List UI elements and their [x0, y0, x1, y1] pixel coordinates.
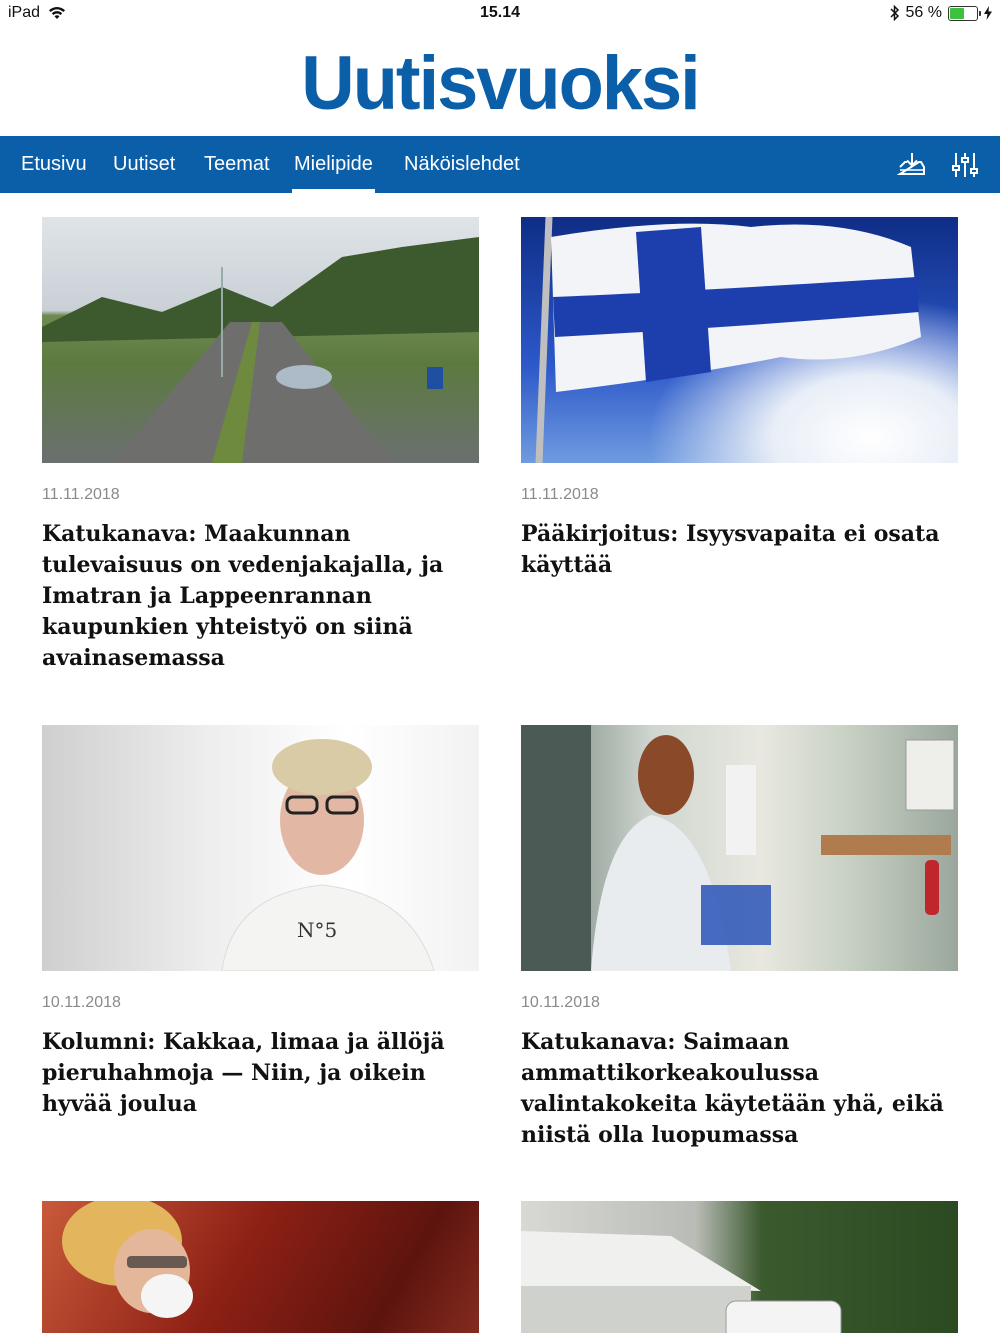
nav-item-teemat[interactable]: Teemat: [204, 153, 270, 175]
flag-illustration: [521, 217, 958, 463]
status-bar: [0, 0, 1000, 28]
article-date: 10.11.2018: [42, 994, 121, 1011]
hospital-nurse-photo[interactable]: [521, 725, 958, 971]
nav-item-mielipide[interactable]: Mielipide: [294, 136, 373, 193]
worker-illustration: [42, 1201, 479, 1333]
highway-illustration: [42, 217, 479, 463]
nav-item-etusivu[interactable]: Etusivu: [21, 153, 87, 175]
hospital-illustration: [521, 725, 958, 971]
download-tray-icon[interactable]: [897, 150, 927, 180]
battery-percent: 56 %: [905, 4, 942, 21]
article-date: 11.11.2018: [42, 486, 120, 503]
nav-item-nakoislehdet[interactable]: Näköislehdet: [404, 153, 520, 175]
battery-level: [950, 8, 964, 19]
article-card[interactable]: [521, 217, 958, 581]
building-illustration: [521, 1201, 958, 1333]
article-headline[interactable]: Katukanava: Maakunnan tulevaisuus on vedenjakajalla, ja Imatran ja Lappeenrannan kaupunkien yhteistyö on siinä avainasemassa: [42, 521, 444, 671]
worker-with-mask-photo[interactable]: [42, 1201, 479, 1333]
status-right: [890, 4, 992, 22]
article-headline[interactable]: Katukanava: Saimaan ammattikorkeakoulussa valintakokeita käytetään yhä, eikä niistä olla luopumassa: [521, 1029, 944, 1148]
main-nav: [0, 136, 1000, 193]
battery-icon: [948, 6, 978, 21]
building-and-van-photo[interactable]: [521, 1201, 958, 1333]
article-card[interactable]: [42, 725, 479, 1120]
masthead: [0, 28, 1000, 136]
svg-text:N°5: N°5: [297, 918, 338, 942]
columnist-portrait-photo[interactable]: [42, 725, 479, 971]
article-headline[interactable]: Pääkirjoitus: Isyysvapaita ei osata käyttää: [521, 521, 940, 578]
article-card[interactable]: [42, 217, 479, 674]
bluetooth-icon: [890, 5, 900, 21]
article-date: 11.11.2018: [521, 486, 599, 503]
charging-bolt-icon: [984, 6, 992, 20]
article-headline[interactable]: Kolumni: Kakkaa, limaa ja ällöjä pieruhahmoja — Niin, ja oikein hyvää joulua: [42, 1029, 445, 1117]
article-date: 10.11.2018: [521, 994, 600, 1011]
site-logo[interactable]: Uutisvuoksi: [301, 39, 699, 125]
status-time: 15.14: [479, 4, 521, 21]
finnish-flag-photo[interactable]: [521, 217, 958, 463]
article-card[interactable]: [521, 1201, 958, 1333]
sliders-settings-icon[interactable]: [950, 150, 980, 180]
nav-item-uutiset[interactable]: Uutiset: [113, 153, 176, 175]
article-card[interactable]: [42, 1201, 479, 1333]
device-name: iPad: [8, 4, 41, 21]
highway-road-photo[interactable]: [42, 217, 479, 463]
portrait-illustration: [42, 725, 479, 971]
article-card[interactable]: [521, 725, 958, 1151]
